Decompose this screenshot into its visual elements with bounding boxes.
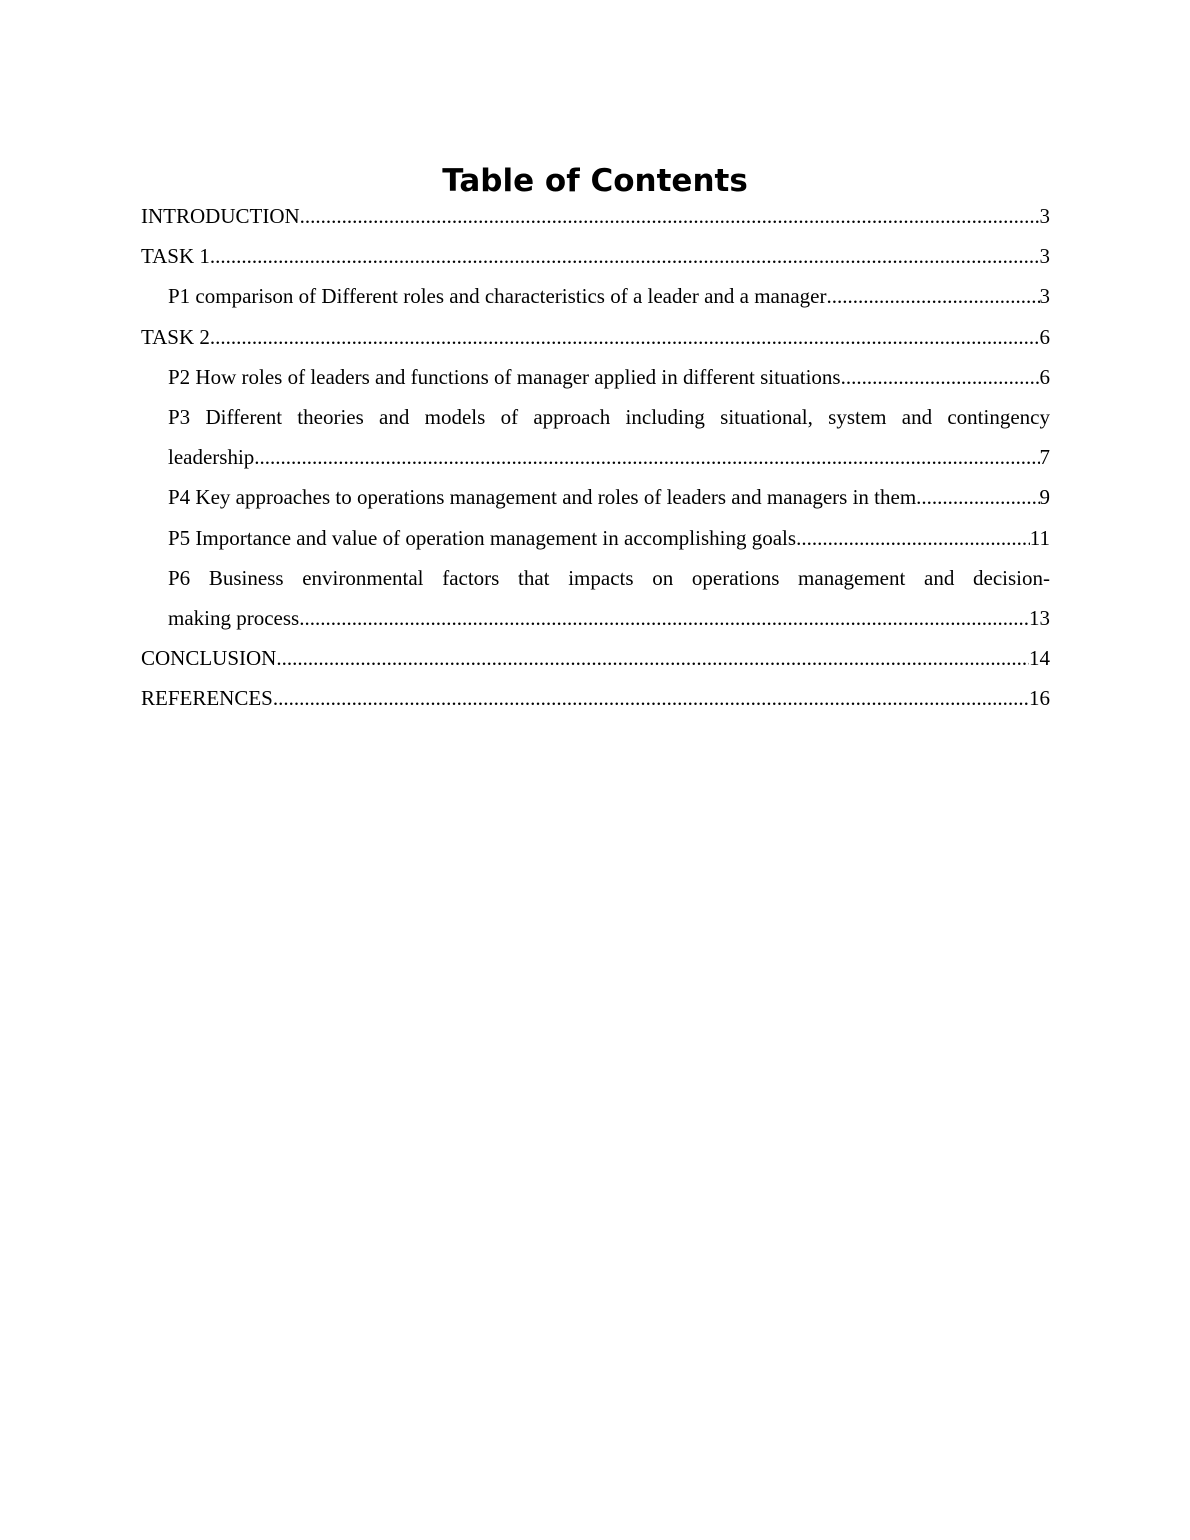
toc-entry-label: P5 Importance and value of operation management in accomplishing goals (168, 525, 797, 550)
toc-page-number: 6 (1039, 324, 1050, 349)
toc-page-number: 3 (1039, 284, 1050, 309)
toc-entry-label: TASK 2 (141, 324, 210, 349)
dot-leader (210, 317, 1040, 357)
toc-entry-label: INTRODUCTION (141, 204, 300, 228)
toc-entry-label-line-2: making process (168, 606, 300, 631)
toc-entry-task-2[interactable] (141, 317, 1050, 357)
dot-leader (796, 518, 1030, 558)
toc-entry-label: P4 Key approaches to operations management and roles of leaders and managers in them. (168, 485, 922, 510)
toc-entry-p1[interactable] (168, 276, 1050, 316)
toc-entry-references[interactable] (141, 678, 1050, 718)
toc-entry-p6[interactable] (168, 558, 1050, 638)
table-of-contents (141, 196, 1050, 719)
toc-entry-label: REFERENCES (141, 686, 273, 711)
dot-leader (921, 477, 1039, 517)
toc-entry-task-1[interactable] (141, 236, 1050, 276)
toc-page-number: 6 (1039, 364, 1050, 389)
toc-entry-label-line-2: leadership (168, 445, 255, 470)
toc-page-number: 7 (1039, 445, 1050, 470)
toc-page-number: 9 (1039, 485, 1050, 510)
dot-leader (254, 437, 1039, 477)
dot-leader (841, 357, 1040, 397)
dot-leader (273, 678, 1029, 718)
toc-entry-label: P2 How roles of leaders and functions of manager applied in different situations (168, 364, 841, 389)
dot-leader (300, 196, 1040, 236)
toc-entry-introduction[interactable] (141, 196, 1050, 236)
toc-entry-label: CONCLUSION (141, 646, 277, 671)
toc-entry-p4[interactable] (168, 477, 1050, 517)
dot-leader (276, 638, 1029, 678)
toc-page-number: 3 (1039, 204, 1050, 228)
toc-page-number: 11 (1029, 525, 1050, 550)
toc-entry-label: P1 comparison of Different roles and characteristics of a leader and a manager (168, 284, 827, 309)
toc-entry-label-line-1: P3 Different theories and models of approach including situational, system and contingency (168, 405, 1050, 430)
dot-leader (299, 598, 1029, 638)
dot-leader (827, 276, 1040, 316)
toc-entry-label-line-1: P6 Business environmental factors that impacts on operations management and decision- (168, 565, 1050, 590)
toc-entry-p2[interactable] (168, 357, 1050, 397)
toc-entry-conclusion[interactable] (141, 638, 1050, 678)
toc-page-number: 16 (1029, 686, 1050, 711)
toc-page-number: 14 (1029, 646, 1050, 671)
toc-title: Table of Contents (442, 163, 748, 199)
dot-leader (210, 236, 1040, 276)
toc-page-number: 13 (1029, 606, 1050, 631)
toc-page-number: 3 (1039, 244, 1050, 269)
toc-entry-p5[interactable] (168, 518, 1050, 558)
toc-entry-p3[interactable] (168, 397, 1050, 477)
toc-entry-label: TASK 1 (141, 244, 210, 269)
